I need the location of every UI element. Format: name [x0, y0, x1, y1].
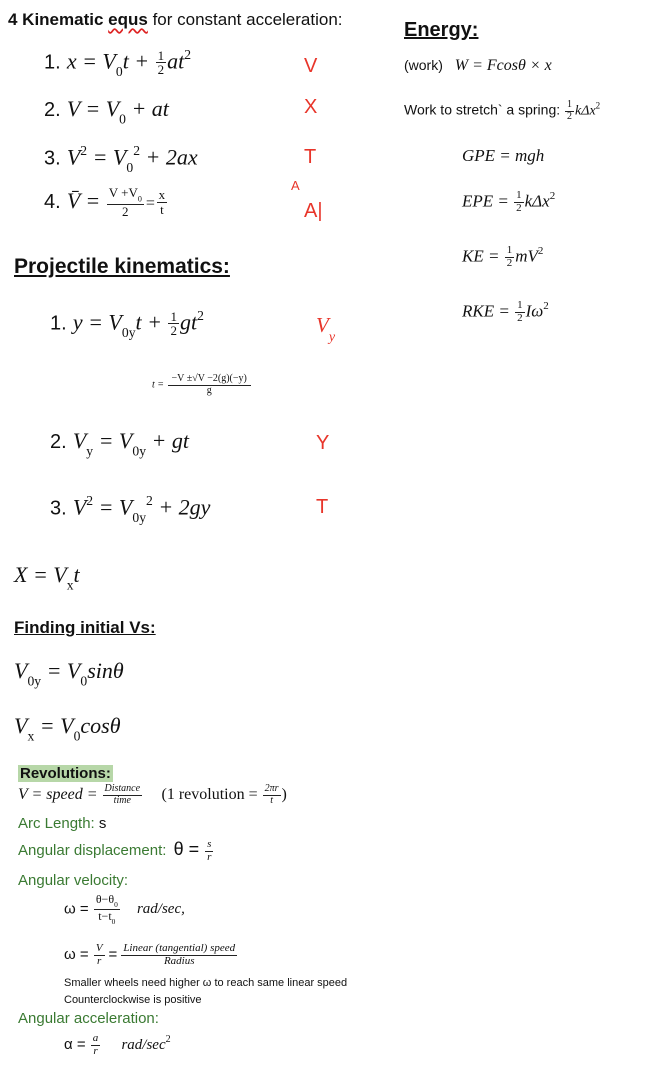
- mark-a-cursor: A|: [304, 200, 323, 222]
- projectile-eq-3: 3. $V^2 = V_{0y}^2 + 2gy$: [50, 493, 211, 526]
- energy-heading: Energy:: [404, 19, 479, 41]
- angular-velocity-eq-1: ω = $\frac{\theta-\theta_0}{t-t_0}$ rad/sec,: [64, 892, 185, 926]
- mark-a-small: A: [291, 178, 300, 193]
- angular-acceleration-eq: α = $\frac{a}{r}$ rad/$\sec^2$: [64, 1032, 171, 1057]
- epe-eq: EPE = $\frac{1}{2}$ kΔx$^2$: [462, 189, 556, 214]
- angular-acceleration-label: Angular acceleration:: [18, 1010, 159, 1027]
- kinematics-heading: 4 Kinematic equs for constant acceleration:: [8, 10, 343, 29]
- kinematic-eq-1: 1. $x = V_0t$ + $\frac{1}{2}$ $at^2$: [44, 47, 192, 80]
- gpe-eq: GPE = mgh: [462, 146, 545, 165]
- mark-y: Y: [316, 432, 330, 454]
- horizontal-position-eq: $X = V_xt$: [14, 562, 80, 593]
- mark-x: X: [304, 96, 318, 118]
- mark-vy: $V_y$: [316, 313, 336, 345]
- projectile-heading: Projectile kinematics:: [14, 255, 230, 278]
- mark-v: V: [304, 55, 318, 77]
- ke-eq: KE = $\frac{1}{2}$ $mV^2$: [462, 244, 544, 269]
- vx-eq: $V_x = V_0\cos\theta$: [14, 713, 121, 744]
- angular-velocity-eq-2: ω = $\frac{V}{r}$ = $\frac{\text{Linear (tangential) speed}}{\text{Radius}}$: [64, 942, 236, 967]
- kinematic-eq-2: 2. $V = V_0$ + at: [44, 96, 169, 127]
- angular-velocity-label: Angular velocity:: [18, 872, 129, 889]
- work-eq: (work) W = Fcosθ × x: [404, 57, 552, 74]
- arc-length: Arc Length: s: [18, 815, 107, 832]
- kinematic-eq-4: 4. V̄ = $\frac{V +V_0}{2}$ = $\frac{x}{t}$: [44, 185, 166, 219]
- note-counterclockwise: Counterclockwise is positive: [64, 994, 202, 1006]
- mark-t: T: [304, 146, 317, 168]
- time-formula: t = $\frac{-V \pm√V -2(g)(-y)}{g}$: [152, 374, 252, 396]
- revolutions-heading: Revolutions:: [20, 765, 111, 782]
- vy-eq: $V_{0y} = V_0\sin\theta$: [14, 658, 124, 689]
- initial-vs-heading: Finding initial Vs:: [14, 618, 156, 637]
- angular-displacement: Angular displacement: θ = $\frac{s}{r}$: [18, 838, 212, 863]
- mark-t-projectile: T: [316, 496, 329, 518]
- projectile-eq-1: 1. $y = V_{0y}t$ + $\frac{1}{2}$ $gt^2$: [50, 308, 204, 341]
- kinematic-eq-3: 3. $V^2 = V_0^2 + 2ax$: [44, 143, 198, 176]
- projectile-eq-2: 2. $V_y = V_{0y}$ + gt: [50, 428, 189, 459]
- speed-eq: V = speed = $\frac{\text{Distance}}{\text{time}}$ (1 revolution = $\frac{2\pi r}{t}$ ): [18, 783, 287, 806]
- note-smaller-wheels: Smaller wheels need higher ω to reach same linear speed: [64, 977, 348, 989]
- spring-work-eq: Work to stretch` a spring: $\frac{1}{2}$ kΔx$^2$: [404, 99, 601, 122]
- rke-eq: RKE = $\frac{1}{2}$ $I\omega^2$: [462, 299, 549, 324]
